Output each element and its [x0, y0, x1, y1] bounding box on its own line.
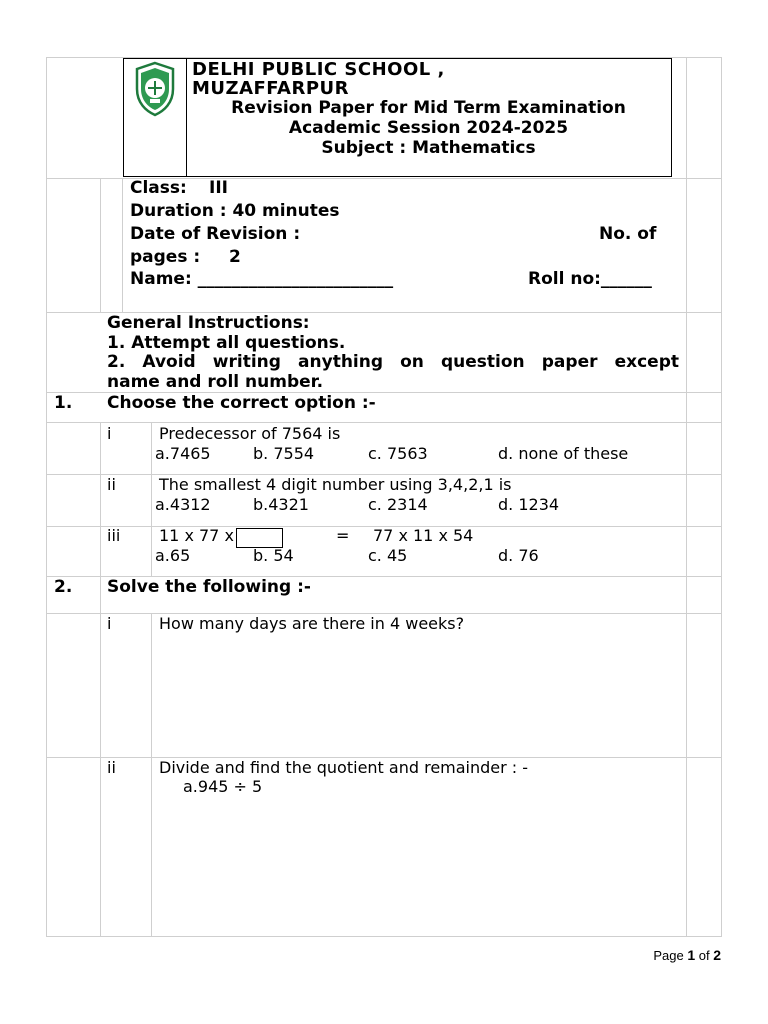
pages-label-b: pages :	[130, 247, 201, 267]
question-title: Solve the following :-	[107, 577, 311, 597]
option-a: a.7465	[155, 444, 211, 463]
sub-question-text: How many days are there in 4 weeks?	[159, 614, 465, 633]
option-d: d. 76	[498, 546, 539, 565]
school-name: DELHI PUBLIC SCHOOL , MUZAFFARPUR	[192, 59, 445, 99]
class-label: Class:	[130, 178, 187, 198]
sub-question-text: The smallest 4 digit number using 3,4,2,1 is	[159, 475, 512, 494]
academic-session: Academic Session 2024-2025	[288, 118, 569, 138]
name-field: Name: _______________________	[130, 269, 394, 289]
instruction-2b: name and roll number.	[107, 372, 324, 392]
instruction-1: 1. Attempt all questions.	[107, 333, 346, 353]
instruction-2a: 2. Avoid writing anything on question paper except	[107, 352, 679, 372]
page-word: Page	[653, 948, 684, 963]
option-d: d. none of these	[498, 444, 629, 463]
date-of-revision: Date of Revision :	[130, 224, 301, 244]
option-c: c. 2314	[368, 495, 428, 514]
question-number: 2.	[54, 577, 73, 597]
question-title: Choose the correct option :-	[107, 393, 376, 413]
pages-value: 2	[229, 247, 241, 267]
option-b: b. 7554	[253, 444, 315, 463]
instructions-title: General Instructions:	[107, 313, 310, 333]
school-header	[123, 58, 672, 177]
option-d: d. 1234	[498, 495, 560, 514]
sub-question-text: Divide and find the quotient and remainder : -	[159, 758, 529, 777]
option-c: c. 7563	[368, 444, 428, 463]
class-value: III	[209, 178, 228, 198]
option-c: c. 45	[368, 546, 408, 565]
option-a: a.65	[155, 546, 191, 565]
sub-part-a: a.945 ÷ 5	[183, 777, 263, 796]
answer-blank-box[interactable]	[236, 528, 283, 548]
equals-sign: =	[336, 526, 350, 545]
sub-question-label: iii	[107, 526, 121, 545]
subject: Subject : Mathematics	[321, 138, 536, 158]
equation-left: 11 x 77 x	[159, 526, 234, 545]
duration: Duration : 40 minutes	[130, 201, 340, 221]
sub-question-label: i	[107, 424, 112, 443]
school-logo-icon	[131, 61, 179, 117]
roll-number-field: Roll no:______	[528, 269, 652, 289]
option-a: a.4312	[155, 495, 211, 514]
page-total: 2	[713, 947, 721, 963]
pages-label-a: No. of	[599, 224, 657, 244]
option-b: b. 54	[253, 546, 294, 565]
question-number: 1.	[54, 393, 73, 413]
page-footer	[653, 947, 721, 963]
paper-title: Revision Paper for Mid Term Examination	[231, 98, 626, 118]
option-b: b.4321	[253, 495, 309, 514]
of-word: of	[698, 948, 710, 963]
sub-question-label: ii	[107, 758, 116, 777]
sub-question-label: i	[107, 614, 112, 633]
page-number: 1	[687, 947, 696, 963]
sub-question-label: ii	[107, 475, 116, 494]
equation-right: 77 x 11 x 54	[373, 526, 474, 545]
sub-question-text: Predecessor of 7564 is	[159, 424, 341, 443]
